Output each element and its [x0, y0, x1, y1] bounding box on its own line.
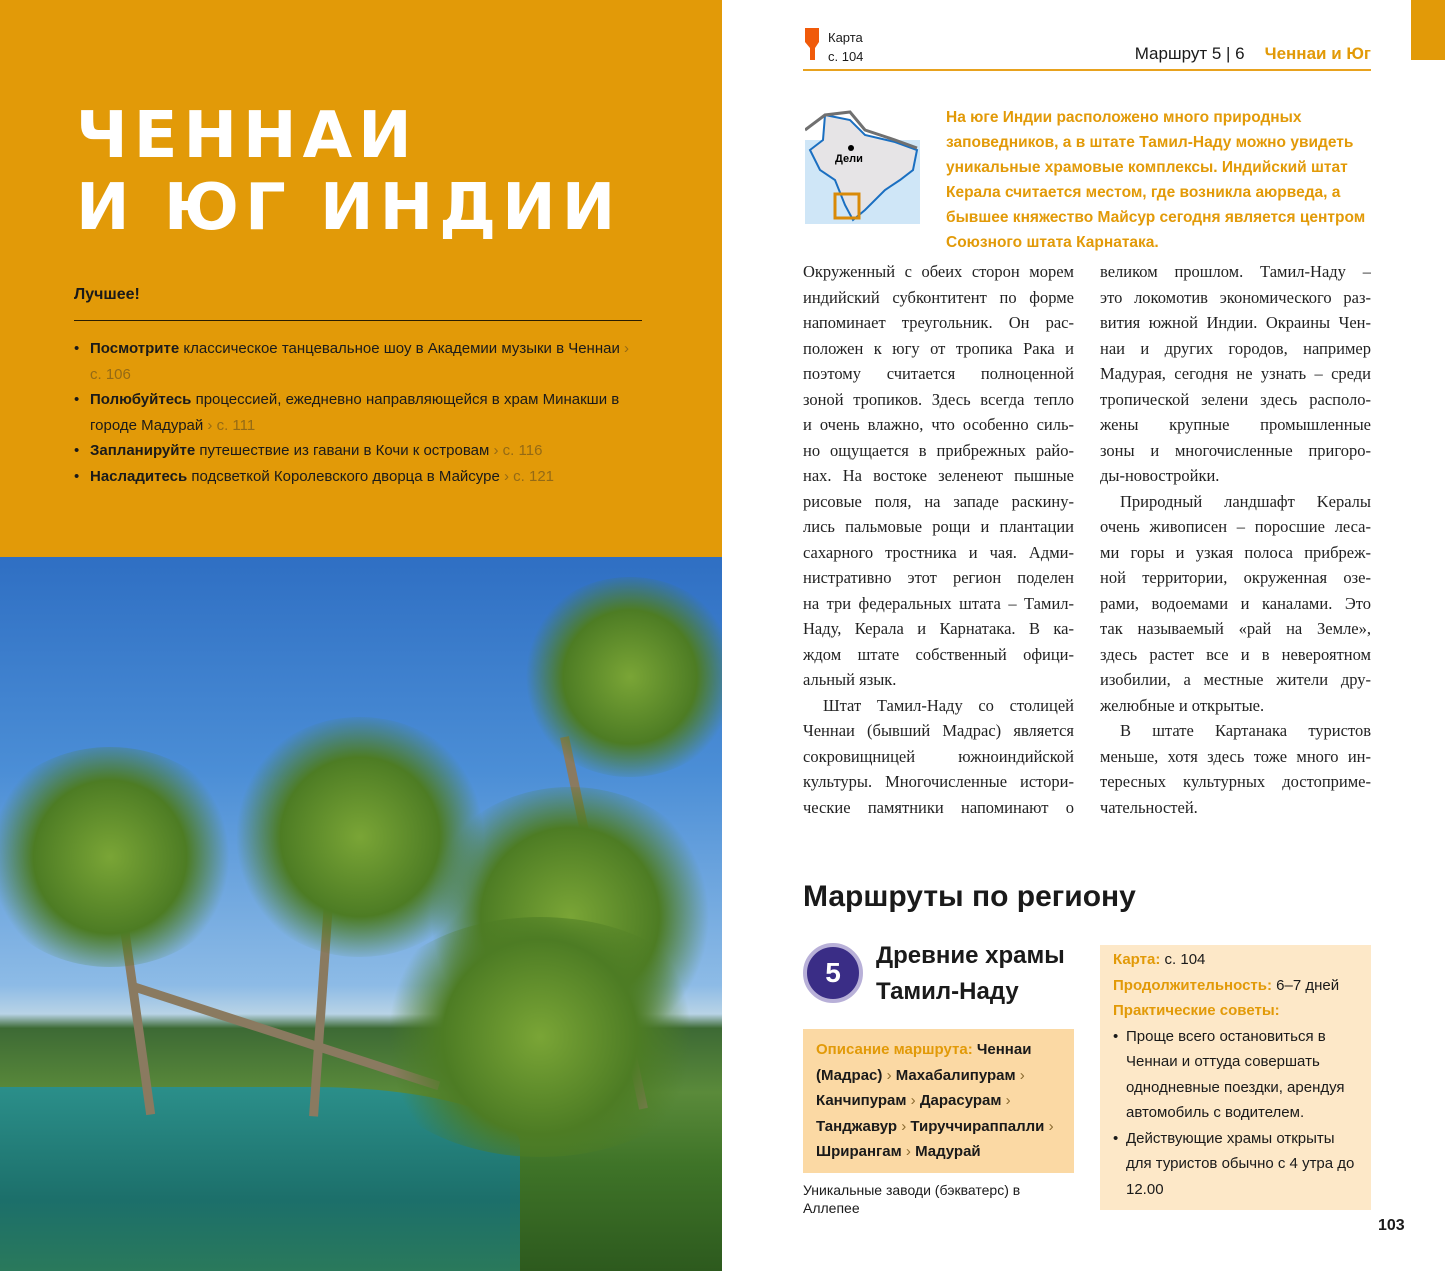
tip-item: • Проще всего остановиться в Ченнаи и оттуда совершать однодневные поездки, арендуя автомобиль с водителем.: [1113, 1024, 1358, 1126]
route-stop: Канчипурам: [816, 1092, 907, 1109]
chapter-title: [76, 100, 621, 244]
map-reference[interactable]: [828, 28, 863, 66]
text-line: здесь растет все и в невероятном: [1100, 644, 1371, 664]
route-stop: Тируччираппалли: [910, 1117, 1045, 1135]
title-line: ЧЕННАИ: [76, 99, 418, 173]
best-item-verb: Полюбуйтесь: [90, 391, 192, 408]
header-divider: [803, 69, 1371, 71]
page-number: 103: [1378, 1217, 1405, 1234]
text-line: Штат Тамил-Наду со столицей: [823, 695, 1074, 715]
page-reference-link[interactable]: › с. 121: [499, 467, 555, 485]
orange-panel: [0, 0, 722, 557]
text-line: Окруженный с обеих сторон морем: [803, 262, 1074, 281]
running-header: [803, 28, 1371, 68]
best-item-text: путешествие из гавани в Кочи к островам: [195, 442, 490, 459]
text-line: так называемый «рай на Земле»,: [1100, 619, 1371, 638]
text-line: желюбные и открытые.: [1100, 695, 1265, 715]
text-line: ной территории, окруженная озе-: [1100, 568, 1371, 587]
info-map: [1113, 947, 1358, 973]
text-line: на три федеральных штата – Тамил-: [803, 593, 1074, 613]
info-label: Продолжительность:: [1113, 976, 1272, 994]
body-column-1: [803, 259, 1074, 820]
text-line: нистративно этот регион поделен: [803, 568, 1074, 587]
palm-crown: [520, 577, 722, 777]
text-line: сокровищницей южноиндийской: [803, 746, 1074, 766]
route-title-line: Древние храмы: [876, 942, 1065, 969]
page-reference-link[interactable]: › с. 111: [203, 416, 256, 434]
photo-caption: Уникальные заводи (бэкватерс) в Аллепее: [803, 1181, 1021, 1216]
page-reference-link[interactable]: › с. 106: [90, 340, 630, 383]
text-line: рисовые поля, на западе раскину-: [803, 491, 1074, 511]
chevron-right-icon: ›: [886, 1066, 892, 1084]
best-item: [74, 464, 644, 490]
text-line: напоминает треугольник. Он рас-: [803, 313, 1074, 332]
text-line: индийский субконтитент по форме: [803, 287, 1074, 307]
india-minimap: [805, 110, 920, 224]
best-item-verb: Посмотрите: [90, 340, 180, 357]
text-line: меньше, хотя здесь тоже много ин-: [1100, 746, 1371, 766]
text-line: ждом штате собственный офици-: [803, 644, 1074, 664]
route-title: [876, 938, 1091, 1010]
info-tips: [1113, 998, 1358, 1024]
divider: [74, 320, 642, 321]
text-line: поэтому считается полноценной: [803, 364, 1074, 383]
chevron-right-icon: ›: [1048, 1117, 1054, 1135]
chevron-right-icon: ›: [905, 1143, 911, 1160]
text-line: В штате Картанака туристов: [1120, 721, 1371, 740]
text-line: и очень влажно, что особенно силь-: [803, 415, 1074, 434]
title-line: И ЮГ ИНДИИ: [76, 171, 622, 245]
text-line: лись пальмовые рощи и плантации: [803, 517, 1074, 536]
palm-crown: [360, 917, 720, 1157]
route-indicator: Маршрут 5 | 6: [1134, 44, 1245, 63]
text-line: тропической зелени здесь располо-: [1100, 389, 1371, 409]
best-list: [74, 336, 644, 489]
map-city-label: Дели: [835, 153, 863, 165]
text-line: рами, водоемами и каналами. Это: [1100, 593, 1371, 613]
route-stop: Ченнаи (Мадрас): [816, 1041, 1032, 1084]
best-item: [74, 438, 644, 464]
text-line: Мадурая, сегодня не узнать – среди: [1100, 364, 1371, 383]
text-line: жены крупные промышленные: [1100, 415, 1371, 434]
text-line: изобилии, а местные жители дру-: [1100, 670, 1371, 689]
text-line: Природный ландшафт Keралы: [1120, 491, 1371, 511]
text-line: Наду, Керала и Карнатака. В ка-: [803, 619, 1074, 638]
tips-list: [1113, 1024, 1358, 1203]
route-info-box: [1100, 945, 1371, 1210]
text-line: ми горы и узкая полоса прибреж-: [1100, 542, 1371, 562]
map-page: с. 104: [828, 49, 864, 64]
tip-item: • Действующие храмы открыты для туристов обычно с 4 утра до 12.00: [1113, 1126, 1358, 1203]
text-line: вития южной Индии. Окраины Чен-: [1100, 313, 1371, 332]
map-pin-icon: [803, 28, 821, 60]
text-line: чательностей.: [1100, 797, 1198, 817]
info-value: с. 104: [1160, 951, 1206, 968]
chapter-tab: [1411, 0, 1445, 60]
body-column-2: [1100, 259, 1371, 820]
text-line: это локомотив экономического раз-: [1100, 287, 1371, 307]
route-stop: Шрирангам: [816, 1143, 902, 1160]
info-value: 6–7 дней: [1271, 976, 1340, 994]
text-line: культуры. Многочисленные истори-: [803, 772, 1074, 791]
text-line: нах. На востоке зеленеют пышные: [803, 466, 1074, 485]
chevron-right-icon: ›: [1019, 1066, 1025, 1084]
info-label: Карта:: [1113, 951, 1161, 968]
text-line: великом прошлом. Тамил-Наду –: [1100, 262, 1371, 281]
text-line: положен к югу от тропика Рака и: [803, 338, 1074, 358]
text-line: очень живописен – поросшие леса-: [1100, 517, 1371, 536]
route-description-label: Описание маршрута:: [816, 1041, 973, 1058]
route-description-area: [803, 1029, 1074, 1217]
best-heading: Лучшее!: [74, 286, 140, 303]
map-label: Карта: [828, 30, 863, 45]
text-line: наи и других городов, например: [1100, 338, 1371, 358]
text-line: ческие памятники напоминают о: [803, 797, 1074, 817]
route-stop: Махабалипурам: [895, 1066, 1016, 1084]
route-stop: Дарасурам: [919, 1092, 1002, 1109]
best-item-verb: Насладитесь: [90, 467, 188, 485]
route-title-line: Тамил-Наду: [876, 978, 1019, 1005]
route-description-box: [803, 1029, 1074, 1173]
intro-text: На юге Индии расположено много природных заповедников, а в штате Тамил-Наду можно увидеть уникальные храмовые комплексы. Индийский штат Керала считается местом, где возникла аюрведа, а бывшее княжество Майсур сегодня является центром Союзного штата Карнатака.: [946, 109, 1366, 251]
backwaters-photo: [0, 557, 722, 1271]
route-number-badge: 5: [803, 943, 863, 1003]
section-title: Ченнаи и Юг: [1264, 44, 1371, 63]
best-item: [74, 387, 644, 438]
text-line: сахарного тростника и чая. Адми-: [803, 542, 1074, 562]
best-item-verb: Запланируйте: [90, 442, 196, 459]
text-line: зоны и многочисленные пригоро-: [1100, 440, 1371, 460]
route-stop: Танджавур: [816, 1117, 898, 1135]
page-reference-link[interactable]: › с. 116: [489, 442, 543, 459]
info-label: Практические советы:: [1113, 1002, 1280, 1019]
text-line: Ченнаи (бывший Мадрас) является: [803, 721, 1074, 740]
chevron-right-icon: ›: [1005, 1092, 1011, 1109]
best-item-text: классическое танцевальное шоу в Академии музыки в Ченнаи: [179, 340, 620, 357]
text-line: альный язык.: [803, 670, 897, 689]
best-item-text: процессией, ежедневно направляющейся в храм Минакши в городе Мадурай: [90, 391, 620, 434]
text-line: но ощущается в прибрежных райо-: [803, 440, 1074, 460]
text-line: тересных культурных достоприме-: [1100, 772, 1371, 791]
text-line: зоной тропиков. Здесь всегда тепло: [803, 389, 1074, 409]
routes-heading: Маршруты по региону: [803, 880, 1136, 913]
palm-crown: [0, 747, 240, 967]
text-line: ды-новостройки.: [1100, 466, 1220, 485]
best-item: [74, 336, 644, 387]
chevron-right-icon: ›: [910, 1092, 916, 1109]
chevron-right-icon: ›: [901, 1117, 907, 1135]
route-stop: Мадурай: [915, 1143, 981, 1160]
info-duration: [1113, 973, 1358, 999]
best-item-text: подсветкой Королевского дворца в Майсуре: [187, 467, 500, 485]
